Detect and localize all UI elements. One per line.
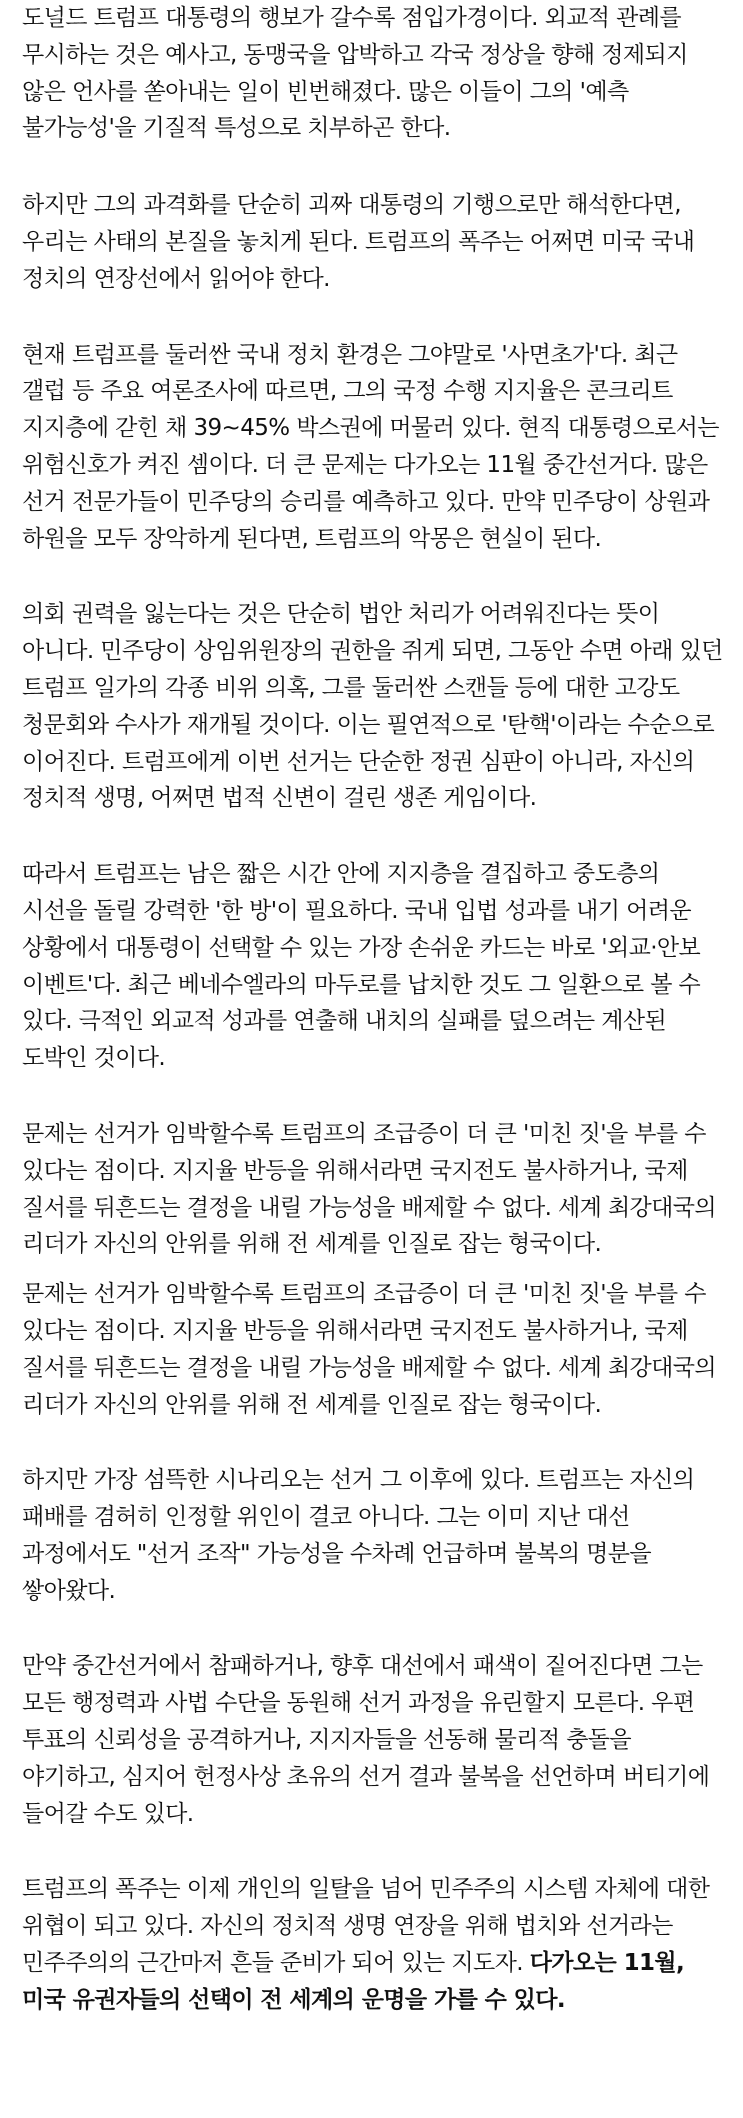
- article-paragraph: 현재 트럼프를 둘러싼 국내 정치 환경은 그야말로 '사면초가'다. 최근 갤럽 등 주요 여론조사에 따르면, 그의 국정 수행 지지율은 콘크리트 지지층에 갇힌 채 39~45% 박스권에 머물러 있다. 현직 대통령으로서는 위험신호가 켜진 셈이다. 더 큰 문제는 다가오는 11월 중간선거다. 많은 선거 전문가들이 민주당의 승리를 예측하고 있다. 만약 민주당이 상원과 하원을 모두 장악하게 된다면, 트럼프의 악몽은 현실이 된다.: [22, 341, 719, 552]
- article-paragraph: 만약 중간선거에서 참패하거나, 향후 대선에서 패색이 짙어진다면 그는 모든 행정력과 사법 수단을 동원해 선거 과정을 유린할지 모른다. 우편 투표의 신뢰성을 공격하거나, 지지자들을 선동해 물리적 충돌을 야기하고, 심지어 헌정사상 초유의 선거 결과 불복을 선언하며 버티기에 들어갈 수도 있다.: [22, 1653, 710, 1827]
- article-paragraph: 하지만 가장 섬뜩한 시나리오는 선거 그 이후에 있다. 트럼프는 자신의 패배를 겸허히 인정할 위인이 결코 아니다. 그는 이미 지난 대선 과정에서도 "선거 조작" 가능성을 수차례 언급하며 불복의 명분을 쌓아왔다.: [22, 1467, 695, 1604]
- article-final-paragraph: [22, 1871, 725, 2018]
- article-paragraph: 도널드 트럼프 대통령의 행보가 갈수록 점입가경이다. 외교적 관례를 무시하는 것은 예사고, 동맹국을 압박하고 각국 정상을 향해 정제되지 않은 언사를 쏟아내는 일이 빈번해졌다. 많은 이들이 그의 '예측 불가능성'을 기질적 특성으로 치부하곤 한다.: [22, 5, 688, 142]
- article-paragraph: 의회 권력을 잃는다는 것은 단순히 법안 처리가 어려워진다는 뜻이 아니다. 민주당이 상임위원장의 권한을 쥐게 되면, 그동안 수면 아래 있던 트럼프 일가의 각종 비위 의혹, 그를 둘러싼 스캔들 등에 대한 고강도 청문회와 수사가 재개될 것이다. 이는 필연적으로 '탄핵'이라는 수순으로 이어진다. 트럼프에게 이번 선거는 단순한 정권 심판이 아니라, 자신의 정치적 생명, 어쩌면 법적 신변이 걸린 생존 게임이다.: [22, 601, 723, 812]
- article-paragraph: 따라서 트럼프는 남은 짧은 시간 안에 지지층을 결집하고 중도층의 시선을 돌릴 강력한 '한 방'이 필요하다. 국내 입법 성과를 내기 어려운 상황에서 대통령이 선택할 수 있는 가장 손쉬운 카드는 바로 '외교·안보 이벤트'다. 최근 베네수엘라의 마두로를 납치한 것도 그 일환으로 볼 수 있다. 극적인 외교적 성과를 연출해 내치의 실패를 덮으려는 계산된 도박인 것이다.: [22, 861, 701, 1072]
- article-paragraph: 문제는 선거가 임박할수록 트럼프의 조급증이 더 큰 '미친 짓'을 부를 수 있다는 점이다. 지지율 반등을 위해서라면 국지전도 불사하거나, 국제 질서를 뒤흔드는 결정을 내릴 가능성을 배제할 수 없다. 세계 최강대국의 리더가 자신의 안위를 위해 전 세계를 인질로 잡는 형국이다.: [22, 1120, 717, 1258]
- final-bold-statement: 다가오는 11월, 미국 유권자들의 선택이 전 세계의 운명을 가를 수 있다.: [22, 1950, 685, 2013]
- article-paragraph-duplicate: 문제는 선거가 임박할수록 트럼프의 조급증이 더 큰 '미친 짓'을 부를 수 있다는 점이다. 지지율 반등을 위해서라면 국지전도 불사하거나, 국제 질서를 뒤흔드는 결정을 내릴 가능성을 배제할 수 없다. 세계 최강대국의 리더가 자신의 안위를 위해 전 세계를 인질로 잡는 형국이다.: [22, 1281, 717, 1418]
- final-paragraph-text: 트럼프의 폭주는 이제 개인의 일탈을 넘어 민주주의 시스템 자체에 대한 위협이 되고 있다. 자신의 정치적 생명 연장을 위해 법치와 선거라는 민주주의의 근간마저 흔들 준비가 되어 있는 지도자.: [22, 1876, 710, 1977]
- article-paragraph: 하지만 그의 과격화를 단순히 괴짜 대통령의 기행으로만 해석한다면, 우리는 사태의 본질을 놓치게 된다. 트럼프의 폭주는 어쩌면 미국 국내 정치의 연장선에서 읽어야 한다.: [22, 192, 695, 292]
